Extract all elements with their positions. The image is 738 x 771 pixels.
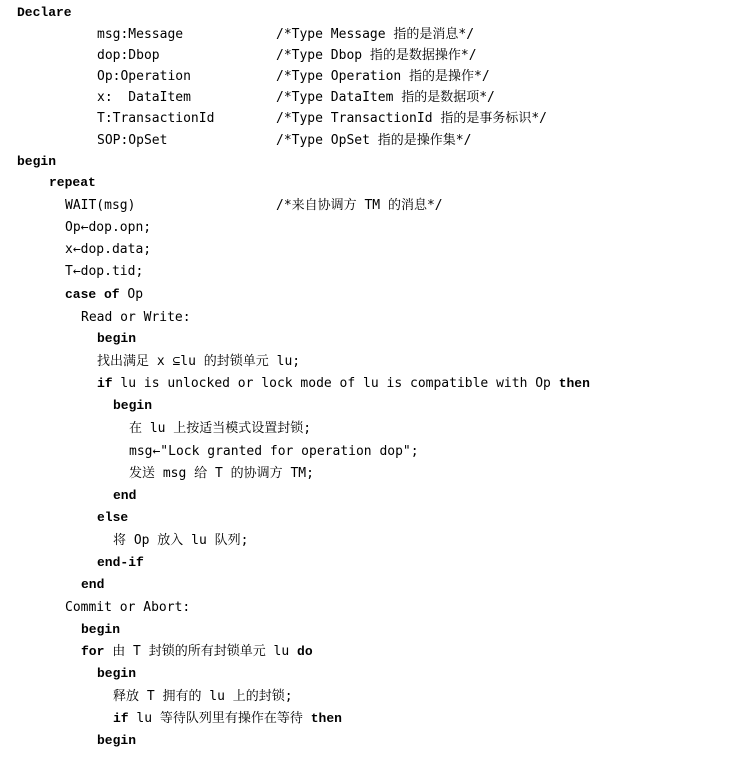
code-line bbox=[65, 597, 190, 619]
keyword: begin bbox=[81, 622, 121, 637]
code-line bbox=[97, 373, 590, 395]
code-line bbox=[97, 45, 160, 67]
keyword: if bbox=[113, 711, 137, 726]
code-line bbox=[97, 730, 136, 752]
code-text: 释放 T 拥有的 lu 上的封锁; bbox=[113, 689, 293, 704]
code-text: 将 Op 放入 lu 队列; bbox=[113, 533, 249, 548]
code-line bbox=[17, 151, 56, 173]
keyword: end bbox=[81, 577, 105, 592]
code-line bbox=[97, 24, 183, 46]
code-comment: /*Type Message 指的是消息*/ bbox=[276, 27, 475, 42]
code-line bbox=[129, 463, 314, 485]
code-line bbox=[49, 172, 96, 194]
code-line bbox=[65, 261, 143, 283]
code-text: 发送 msg 给 T 的协调方 TM; bbox=[129, 466, 314, 481]
code-line bbox=[81, 641, 313, 663]
keyword: end-if bbox=[97, 555, 144, 570]
code-text: 在 lu 上按适当模式设置封锁; bbox=[129, 421, 312, 436]
code-text: Op bbox=[127, 287, 144, 302]
code-line bbox=[97, 663, 136, 685]
keyword: begin bbox=[97, 733, 137, 748]
code-comment: /*Type TransactionId 指的是事务标识*/ bbox=[276, 111, 548, 126]
code-line bbox=[65, 217, 151, 239]
code-text: msg:Message bbox=[97, 27, 184, 42]
code-text: T←dop.tid; bbox=[65, 264, 144, 279]
keyword: begin bbox=[17, 154, 57, 169]
code-comment: /*Type DataItem 指的是数据项*/ bbox=[276, 90, 495, 105]
code-line bbox=[65, 195, 135, 217]
keyword: if bbox=[97, 376, 121, 391]
code-line bbox=[113, 708, 342, 730]
code-text: SOP:OpSet bbox=[97, 133, 168, 148]
code-line bbox=[97, 130, 167, 152]
code-text: Commit or Abort: bbox=[65, 600, 191, 615]
keyword: else bbox=[97, 510, 129, 525]
code-line bbox=[81, 307, 191, 329]
code-comment: /*Type Operation 指的是操作*/ bbox=[276, 69, 490, 84]
code-line bbox=[129, 418, 311, 440]
keyword: begin bbox=[97, 331, 137, 346]
code-line bbox=[113, 686, 293, 708]
keyword: end bbox=[113, 488, 137, 503]
code-text: Read or Write: bbox=[81, 310, 191, 325]
code-line bbox=[97, 328, 136, 350]
keyword: for bbox=[81, 644, 113, 659]
code-text: T:TransactionId bbox=[97, 111, 215, 126]
code-text: Op←dop.opn; bbox=[65, 220, 152, 235]
code-text: dop:Dbop bbox=[97, 48, 160, 63]
code-comment: /*Type Dbop 指的是数据操作*/ bbox=[276, 48, 477, 63]
keyword: then bbox=[310, 711, 342, 726]
keyword: begin bbox=[113, 398, 153, 413]
code-comment: /*来自协调方 TM 的消息*/ bbox=[276, 198, 443, 213]
code-line bbox=[97, 87, 191, 109]
code-line bbox=[65, 284, 143, 306]
code-line bbox=[81, 574, 104, 596]
keyword: then bbox=[558, 376, 590, 391]
code-text: WAIT(msg) bbox=[65, 198, 136, 213]
keyword: case of bbox=[65, 287, 128, 302]
code-line bbox=[65, 239, 151, 261]
code-line bbox=[17, 2, 72, 24]
code-line bbox=[97, 108, 214, 130]
code-text: x←dop.data; bbox=[65, 242, 152, 257]
code-line bbox=[81, 619, 120, 641]
keyword: begin bbox=[97, 666, 137, 681]
code-text: x: DataItem bbox=[97, 90, 191, 105]
code-text: 找出满足 x ⊆lu 的封锁单元 lu; bbox=[97, 354, 301, 369]
code-line bbox=[97, 552, 144, 574]
code-line bbox=[97, 351, 300, 373]
code-line bbox=[97, 66, 191, 88]
code-text: Op:Operation bbox=[97, 69, 191, 84]
code-text: lu is unlocked or lock mode of lu is compatible with Op bbox=[120, 376, 559, 391]
code-line bbox=[97, 507, 128, 529]
code-text: lu 等待队列里有操作在等待 bbox=[136, 711, 311, 726]
code-comment: /*Type OpSet 指的是操作集*/ bbox=[276, 133, 472, 148]
code-line bbox=[113, 395, 152, 417]
code-line bbox=[113, 485, 136, 507]
keyword: do bbox=[297, 644, 313, 659]
code-text: msg←"Lock granted for operation dop"; bbox=[129, 444, 419, 459]
code-line bbox=[113, 530, 248, 552]
code-text: 由 T 封锁的所有封锁单元 lu bbox=[112, 644, 298, 659]
keyword: repeat bbox=[49, 175, 96, 190]
code-line bbox=[129, 441, 419, 463]
keyword: Declare bbox=[17, 5, 72, 20]
